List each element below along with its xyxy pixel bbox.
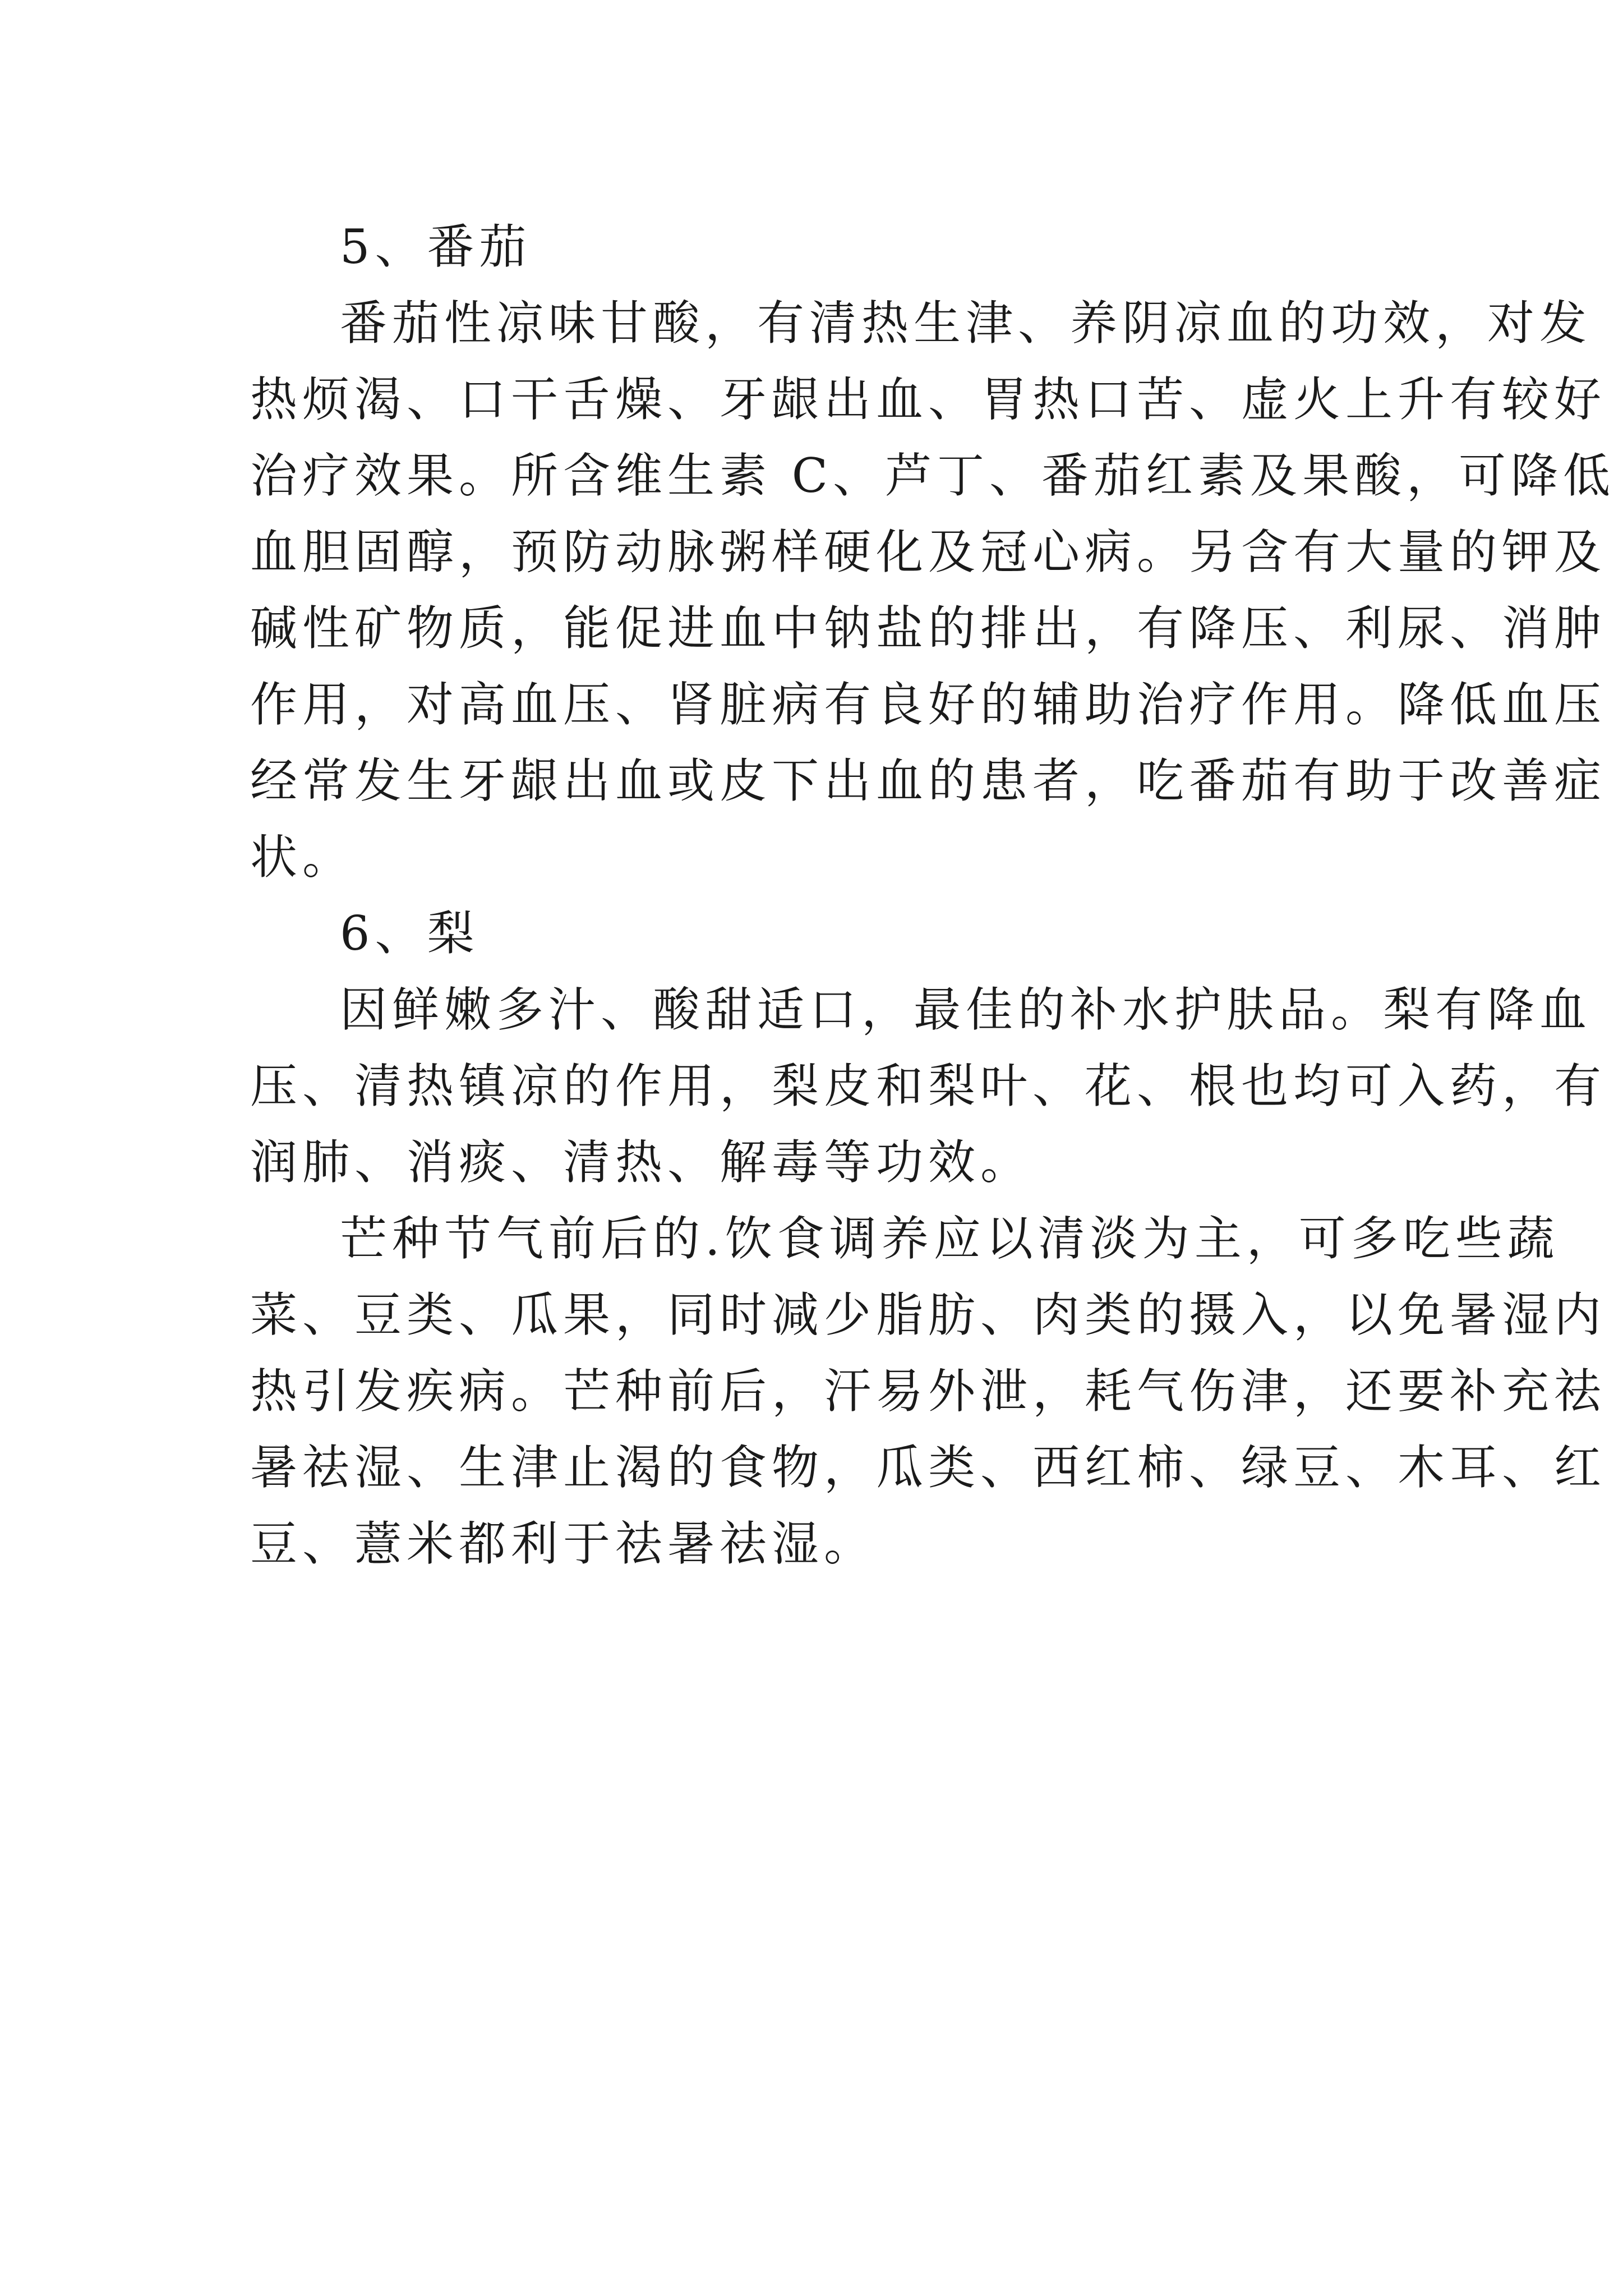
section-5-paragraph xyxy=(250,285,1615,895)
paragraph-line: 碱性矿物质，能促进血中钠盐的排出，有降压、利尿、消肿 xyxy=(250,601,1607,656)
paragraph-line: 状。 xyxy=(250,830,355,885)
document-body xyxy=(250,209,1615,1582)
paragraph-line: 暑祛湿、生津止渴的食物，瓜类、西红柿、绿豆、木耳、红 xyxy=(250,1440,1607,1495)
section-6-heading: 6、梨 xyxy=(340,906,479,961)
paragraph-line: 番茄性凉味甘酸，有清热生津、养阴凉血的功效，对发 xyxy=(340,296,1592,351)
paragraph-line: 润肺、消痰、清热、解毒等功效。 xyxy=(250,1135,1033,1190)
paragraph-line: 治疗效果。所含维生素 C、芦丁、番茄红素及果酸，可降低 xyxy=(250,448,1615,503)
paragraph-line: 压、清热镇凉的作用，梨皮和梨叶、花、根也均可入药，有 xyxy=(250,1059,1607,1114)
paragraph-line: 血胆固醇，预防动脉粥样硬化及冠心病。另含有大量的钾及 xyxy=(250,524,1607,579)
paragraph-line: 热引发疾病。芒种前后，汗易外泄，耗气伤津，还要补充祛 xyxy=(250,1364,1607,1419)
paragraph-line: 菜、豆类、瓜果，同时减少脂肪、肉类的摄入，以免暑湿内 xyxy=(250,1287,1607,1342)
paragraph-line: 芒种节气前后的.饮食调养应以清淡为主，可多吃些蔬 xyxy=(340,1211,1560,1266)
paragraph-line: 因鲜嫩多汁、酸甜适口，最佳的补水护肤品。梨有降血 xyxy=(340,982,1592,1037)
closing-paragraph xyxy=(250,1200,1607,1582)
paragraph-line: 热烦渴、口干舌燥、牙龈出血、胃热口苦、虚火上升有较好 xyxy=(250,372,1607,427)
paragraph-line: 豆、薏米都利于祛暑祛湿。 xyxy=(250,1516,877,1571)
paragraph-line: 经常发生牙龈出血或皮下出血的患者，吃番茄有助于改善症 xyxy=(250,753,1607,808)
section-5-heading: 5、番茄 xyxy=(340,219,532,274)
paragraph-line: 作用，对高血压、肾脏病有良好的辅助治疗作用。降低血压 xyxy=(250,677,1607,732)
section-6-paragraph xyxy=(250,972,1607,1200)
